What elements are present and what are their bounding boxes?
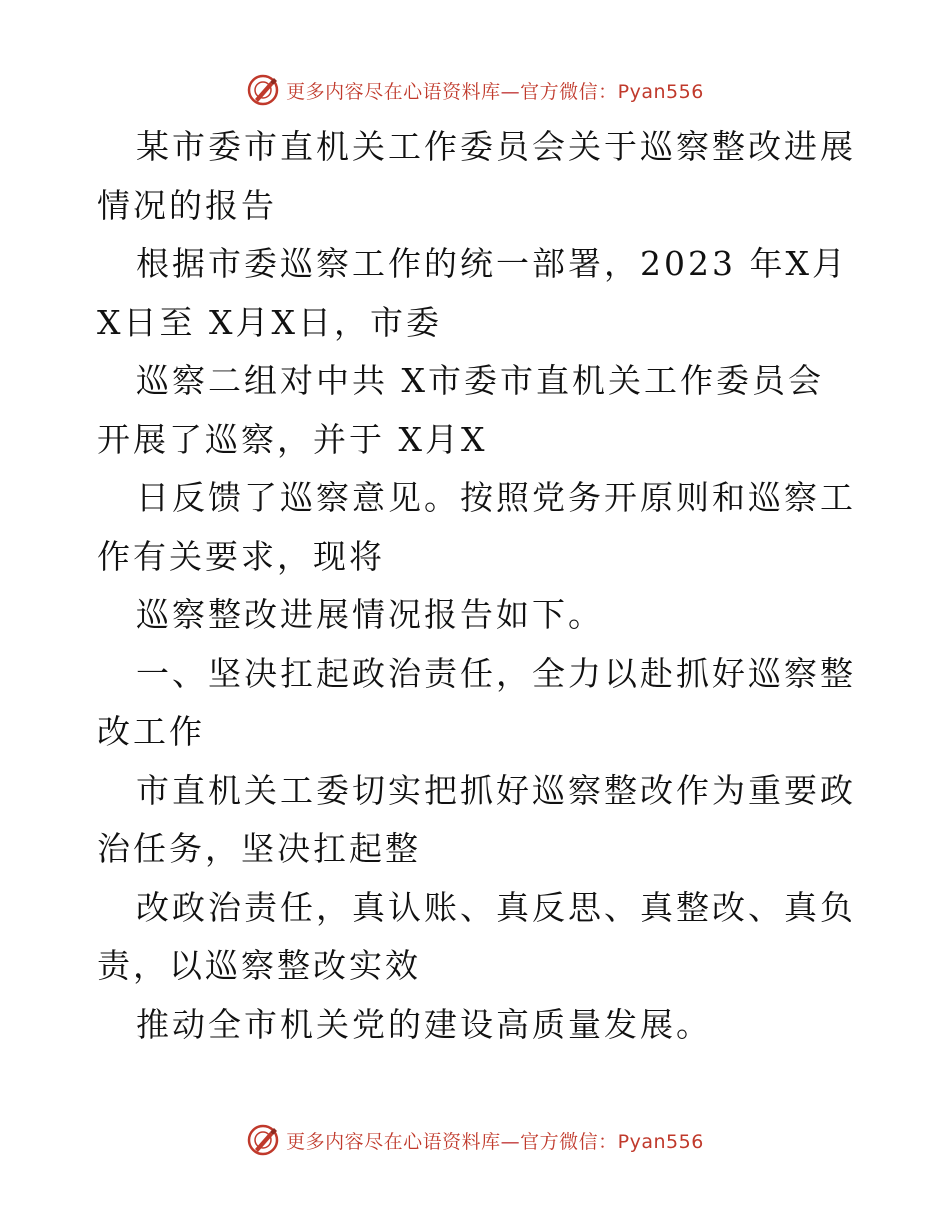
document-title: 某市委市直机关工作委员会关于巡察整改进展情况的报告	[97, 127, 856, 225]
section-heading: 一、坚决扛起政治责任，全力以赴抓好巡察整改工作	[97, 653, 856, 751]
paragraph: 巡察二组对中共 X市委市直机关工作委员会开展了巡察，并于 X月X	[97, 361, 824, 459]
paragraph: 市直机关工委切实把抓好巡察整改作为重要政治任务，坚决扛起整	[97, 770, 856, 868]
paragraph: 巡察整改进展情况报告如下。	[136, 595, 604, 634]
watermark-dash: —	[500, 1130, 521, 1153]
footer-watermark	[0, 1120, 950, 1160]
paragraph: 根据市委巡察工作的统一部署，2023 年X月X日至 X月X日，市委	[97, 244, 848, 342]
watermark-sub-text: 官方微信：Pyan556	[520, 1130, 704, 1153]
paragraph: 改政治责任，真认账、真反思、真整改、真负责，以巡察整改实效	[97, 887, 856, 985]
watermark-sub-text: 官方微信：Pyan556	[520, 80, 704, 103]
pen-circle-logo-icon	[246, 73, 280, 107]
paragraph: 日反馈了巡察意见。按照党务开原则和巡察工作有关要求，现将	[97, 478, 856, 576]
document-body	[97, 118, 857, 1054]
watermark-main-text: 更多内容尽在心语资料库	[286, 1130, 501, 1153]
watermark-main-text: 更多内容尽在心语资料库	[286, 80, 501, 103]
header-watermark	[0, 70, 950, 110]
watermark-text	[286, 77, 704, 104]
watermark-dash: —	[500, 80, 521, 103]
watermark-text	[286, 1127, 704, 1154]
paragraph: 推动全市机关党的建设高质量发展。	[136, 1004, 712, 1044]
pen-circle-logo-icon	[246, 1123, 280, 1157]
